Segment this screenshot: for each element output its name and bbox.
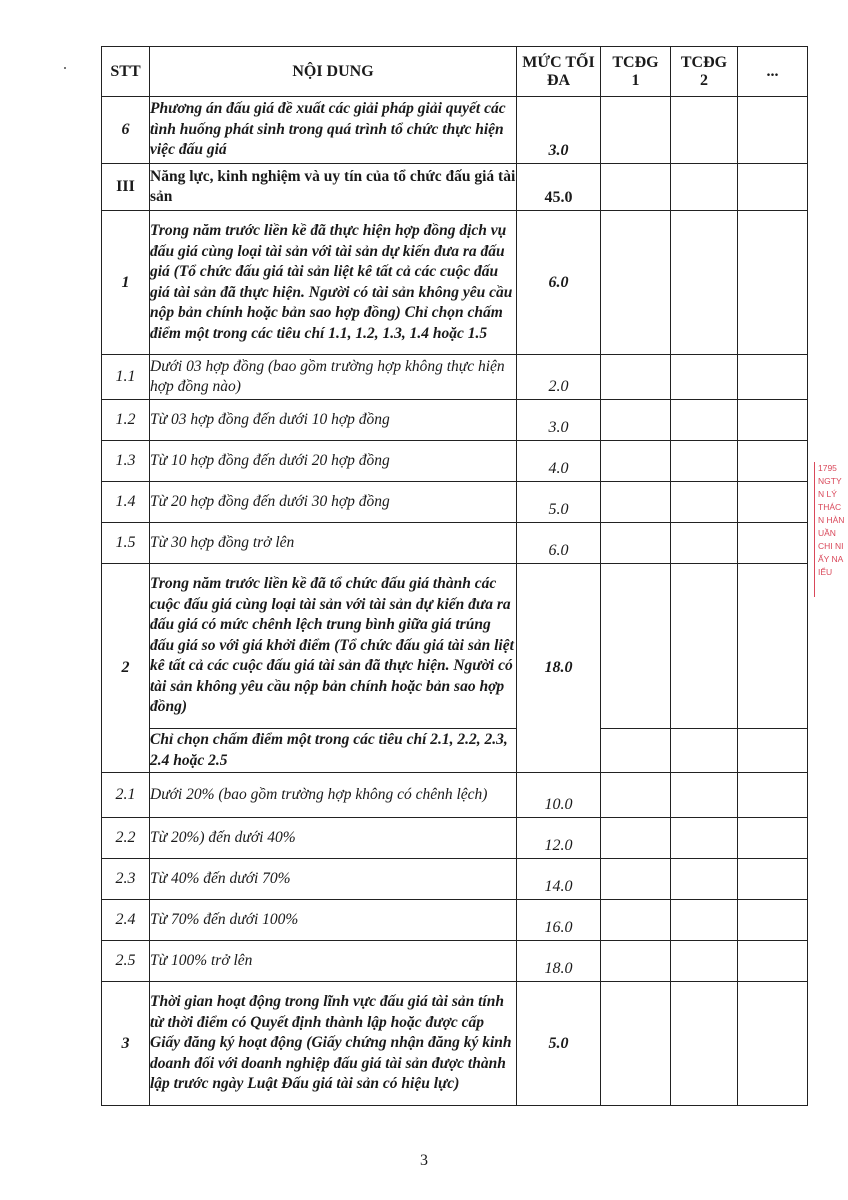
score-cell-more[interactable] [738,355,808,400]
row-max-score: 2.0 [517,355,601,400]
score-cell-tcdg2[interactable] [671,564,738,729]
row-content: Trong năm trước liền kề đã tổ chức đấu giá thành các cuộc đấu giá cùng loại tài sản với tài sản dự kiến đưa ra đấu giá có mức chênh lệch trung bình giữa giá trúng đấu giá so với giá khởi điểm (Tổ chức đấu giá tài sản liệt kê tất cả các cuộc đấu giá tài sản đã thực hiện. Người có tài sản không yêu cầu nộp bản chính hoặc bản sao hợp đồng) [150,564,517,729]
table-row [102,818,808,859]
row-content: Từ 70% đến dưới 100% [150,900,517,941]
row-stt: 2.5 [102,941,150,982]
score-cell-tcdg2[interactable] [671,900,738,941]
table-row [102,482,808,523]
score-cell-tcdg2[interactable] [671,773,738,818]
score-cell-tcdg1[interactable] [601,818,671,859]
row-max-score: 10.0 [517,773,601,818]
score-cell-tcdg2[interactable] [671,400,738,441]
score-cell-tcdg2[interactable] [671,818,738,859]
row-max-score: 45.0 [517,164,601,211]
table-row [102,773,808,818]
row-content: Từ 30 hợp đồng trở lên [150,523,517,564]
score-cell-more[interactable] [738,211,808,355]
score-cell-tcdg1[interactable] [601,211,671,355]
row-content-note: Chỉ chọn chấm điểm một trong các tiêu chí 2.1, 2.2, 2.3, 2.4 hoặc 2.5 [150,729,517,773]
row-max-score: 12.0 [517,818,601,859]
score-cell-tcdg2[interactable] [671,164,738,211]
row-stt: 2.4 [102,900,150,941]
scan-speck [64,67,66,69]
row-stt: 3 [102,982,150,1106]
page-number: 3 [420,1152,428,1169]
score-cell-more[interactable] [738,982,808,1106]
score-cell-tcdg1[interactable] [601,859,671,900]
row-stt: 2 [102,564,150,773]
score-cell-tcdg2[interactable] [671,982,738,1106]
score-cell-tcdg1[interactable] [601,564,671,729]
row-stt: 2.3 [102,859,150,900]
score-cell-more[interactable] [738,900,808,941]
row-max-score: 3.0 [517,97,601,164]
score-cell-tcdg1[interactable] [601,97,671,164]
row-content: Dưới 20% (bao gồm trường hợp không có chênh lệch) [150,773,517,818]
stamp-text: NGTY [818,476,842,486]
score-cell-more[interactable] [738,523,808,564]
stamp-text: UẦN [818,528,836,538]
score-cell-tcdg1[interactable] [601,729,671,773]
row-content: Từ 100% trở lên [150,941,517,982]
score-cell-tcdg1[interactable] [601,482,671,523]
row-content: Từ 20 hợp đồng đến dưới 30 hợp đồng [150,482,517,523]
score-cell-more[interactable] [738,729,808,773]
header-max-score-label: MỨC TỐI ĐA [522,53,595,89]
header-tcdg2 [671,47,738,97]
row-content: Năng lực, kinh nghiệm và uy tín của tổ chức đấu giá tài sản [150,164,517,211]
score-cell-tcdg1[interactable] [601,400,671,441]
table-row [102,859,808,900]
row-content: Dưới 03 hợp đồng (bao gồm trường hợp không thực hiện hợp đồng nào) [150,355,517,400]
row-stt: 6 [102,97,150,164]
header-max-score [517,47,601,97]
score-cell-more[interactable] [738,859,808,900]
row-content: Từ 20%) đến dưới 40% [150,818,517,859]
stamp-text: IỂU [818,567,833,577]
score-cell-tcdg1[interactable] [601,773,671,818]
header-more: ... [738,47,808,97]
score-cell-more[interactable] [738,773,808,818]
row-content: Từ 10 hợp đồng đến dưới 20 hợp đồng [150,441,517,482]
table-row [102,564,808,729]
table-row [102,900,808,941]
row-content: Phương án đấu giá đề xuất các giải pháp giải quyết các tình huống phát sinh trong quá trình tổ chức thực hiện việc đấu giá [150,97,517,164]
table-header-row [102,47,808,97]
header-tcdg2-label: TCĐG 2 [680,53,728,89]
header-tcdg1 [601,47,671,97]
row-max-score: 14.0 [517,859,601,900]
score-cell-more[interactable] [738,818,808,859]
row-max-score: 5.0 [517,482,601,523]
stamp-text: N HÀN [818,515,845,525]
score-cell-tcdg2[interactable] [671,355,738,400]
score-cell-more[interactable] [738,482,808,523]
score-cell-tcdg2[interactable] [671,729,738,773]
row-stt: 1.5 [102,523,150,564]
table-row [102,211,808,355]
row-content: Trong năm trước liền kề đã thực hiện hợp đồng dịch vụ đấu giá cùng loại tài sản với tài sản dự kiến đưa ra đấu giá (Tổ chức đấu giá tài sản liệt kê tất cả các cuộc đấu giá tài sản đã thực hiện. Người có tài sản không yêu cầu nộp bản chính hoặc bản sao hợp đồng) Chỉ chọn chấm điểm một trong các tiêu chí 1.1, 1.2, 1.3, 1.4 hoặc 1.5 [150,211,517,355]
score-cell-more[interactable] [738,441,808,482]
table-row [102,441,808,482]
score-cell-more[interactable] [738,564,808,729]
stamp-text: CHI NI [818,541,844,551]
row-max-score: 5.0 [517,982,601,1106]
row-max-score: 3.0 [517,400,601,441]
row-stt: 1.1 [102,355,150,400]
stamp-text: 1795 [818,463,837,473]
score-cell-tcdg2[interactable] [671,941,738,982]
score-cell-tcdg1[interactable] [601,982,671,1106]
score-cell-more[interactable] [738,941,808,982]
row-content: Từ 03 hợp đồng đến dưới 10 hợp đồng [150,400,517,441]
row-max-score: 18.0 [517,564,601,773]
table-row [102,729,808,773]
score-cell-tcdg2[interactable] [671,97,738,164]
header-content: NỘI DUNG [150,47,517,97]
table-row [102,941,808,982]
stamp-text: THÁC [818,502,842,512]
score-cell-tcdg1[interactable] [601,941,671,982]
table-row [102,523,808,564]
row-stt: 2.2 [102,818,150,859]
row-max-score: 18.0 [517,941,601,982]
row-content: Thời gian hoạt động trong lĩnh vực đấu giá tài sản tính từ thời điểm có Quyết định thành lập hoặc được cấp Giấy đăng ký hoạt động (Giấy chứng nhận đăng ký kinh doanh đối với doanh nghiệp đấu giá tài sản được thành lập trước ngày Luật Đấu giá tài sản có hiệu lực) [150,982,517,1106]
table-row [102,164,808,211]
score-cell-tcdg2[interactable] [671,441,738,482]
row-max-score: 4.0 [517,441,601,482]
row-stt: 1.3 [102,441,150,482]
score-cell-tcdg1[interactable] [601,441,671,482]
score-cell-tcdg1[interactable] [601,523,671,564]
score-cell-tcdg2[interactable] [671,859,738,900]
row-max-score: 16.0 [517,900,601,941]
row-stt: 1.2 [102,400,150,441]
header-stt: STT [102,47,150,97]
row-max-score: 6.0 [517,523,601,564]
table-row [102,400,808,441]
stamp-text: N LÝ [818,489,837,499]
score-cell-tcdg1[interactable] [601,164,671,211]
row-content: Từ 40% đến dưới 70% [150,859,517,900]
header-tcdg1-label: TCĐG 1 [612,53,659,89]
score-cell-tcdg1[interactable] [601,900,671,941]
score-cell-tcdg2[interactable] [671,482,738,523]
score-cell-tcdg2[interactable] [671,523,738,564]
score-cell-tcdg2[interactable] [671,211,738,355]
score-cell-more[interactable] [738,400,808,441]
row-stt: 2.1 [102,773,150,818]
score-cell-tcdg1[interactable] [601,355,671,400]
row-stt: 1 [102,211,150,355]
score-cell-more[interactable] [738,164,808,211]
table-row [102,97,808,164]
score-cell-more[interactable] [738,97,808,164]
table-row [102,982,808,1106]
stamp-text: ẤY NA [818,554,844,564]
row-stt: III [102,164,150,211]
red-seal-stamp-fragment [814,462,848,597]
row-max-score: 6.0 [517,211,601,355]
row-stt: 1.4 [102,482,150,523]
scoring-table [101,46,808,1106]
table-row [102,355,808,400]
